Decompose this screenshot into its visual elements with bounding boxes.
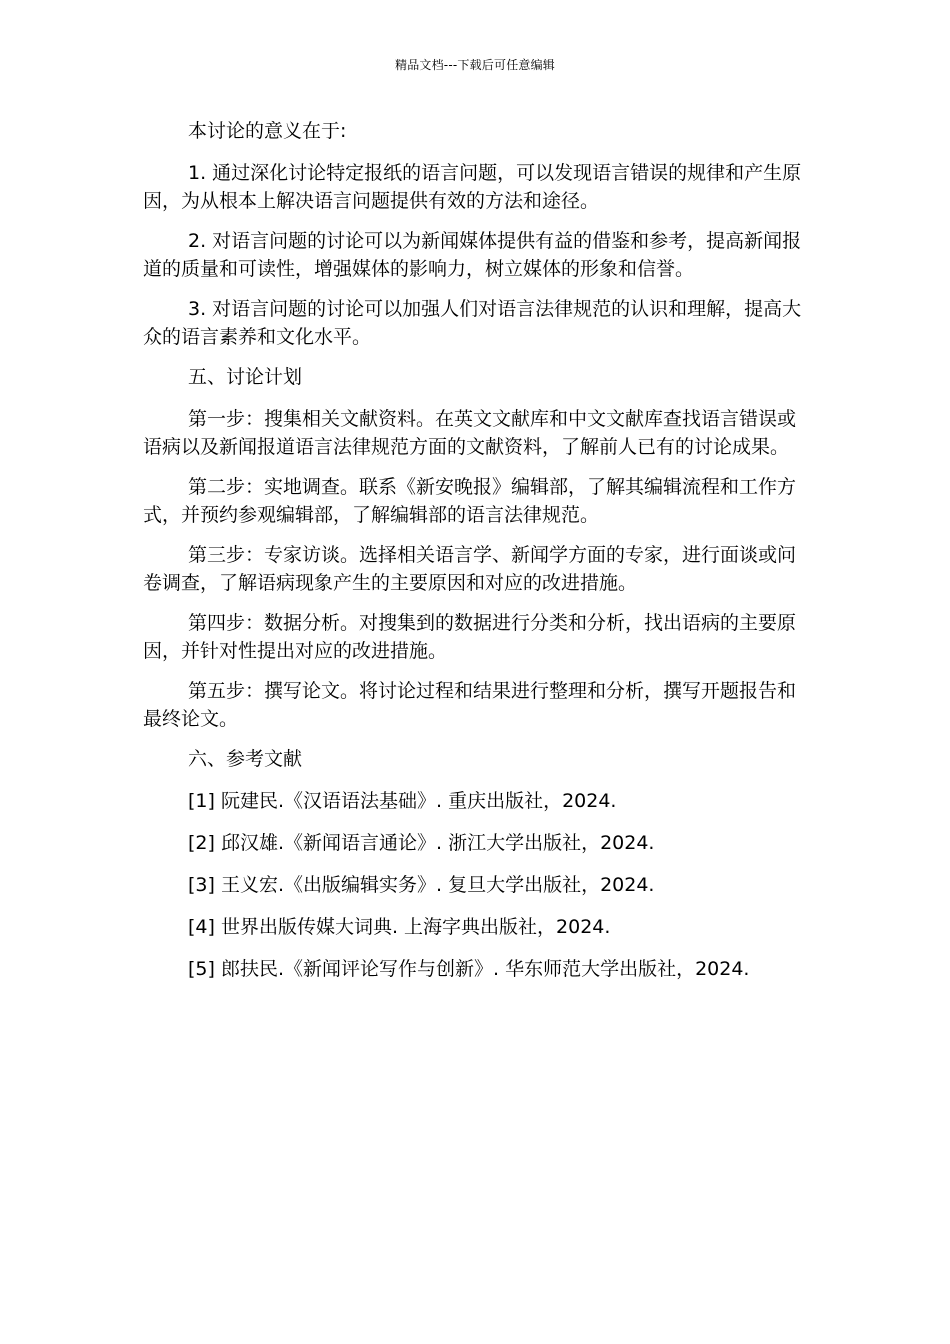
plan-step-5: 第五步：撰写论文。将讨论过程和结果进行整理和分析，撰写开题报告和最终论文。 [143, 680, 797, 730]
intro-paragraph: 本讨论的意义在于: [188, 120, 347, 142]
references-heading: 六、参考文献 [188, 748, 303, 770]
page-header: 精品文档---下载后可任意编辑 [395, 58, 555, 72]
plan-step-1: 第一步：搜集相关文献资料。在英文文献库和中文文献库查找语言错误或语病以及新闻报道语言法律规范方面的文献资料，了解前人已有的讨论成果。 [143, 408, 797, 458]
plan-step-4: 第四步：数据分析。对搜集到的数据进行分类和分析，找出语病的主要原因，并针对性提出对应的改进措施。 [143, 612, 797, 662]
plan-heading: 五、讨论计划 [188, 366, 303, 388]
significance-item-3: 3. 对语言问题的讨论可以加强人们对语言法律规范的认识和理解，提高大众的语言素养和文化水平。 [143, 298, 802, 348]
reference-item-2: [2] 邱汉雄.《新闻语言通论》. 浙江大学出版社，2024. [188, 832, 655, 854]
significance-item-2: 2. 对语言问题的讨论可以为新闻媒体提供有益的借鉴和参考，提高新闻报道的质量和可读性，增强媒体的影响力，树立媒体的形象和信誉。 [143, 230, 802, 280]
significance-item-1: 1. 通过深化讨论特定报纸的语言问题，可以发现语言错误的规律和产生原因，为从根本上解决语言问题提供有效的方法和途径。 [143, 162, 802, 212]
reference-item-3: [3] 王义宏.《出版编辑实务》. 复旦大学出版社，2024. [188, 874, 655, 896]
document-body [143, 117, 805, 997]
plan-step-3: 第三步：专家访谈。选择相关语言学、新闻学方面的专家，进行面谈或问卷调查，了解语病现象产生的主要原因和对应的改进措施。 [143, 544, 797, 594]
reference-item-5: [5] 郎扶民.《新闻评论写作与创新》. 华东师范大学出版社，2024. [188, 958, 750, 980]
reference-item-1: [1] 阮建民.《汉语语法基础》. 重庆出版社，2024. [188, 790, 617, 812]
reference-item-4: [4] 世界出版传媒大词典. 上海字典出版社，2024. [188, 916, 611, 938]
plan-step-2: 第二步：实地调查。联系《新安晚报》编辑部，了解其编辑流程和工作方式，并预约参观编辑部，了解编辑部的语言法律规范。 [143, 476, 797, 526]
